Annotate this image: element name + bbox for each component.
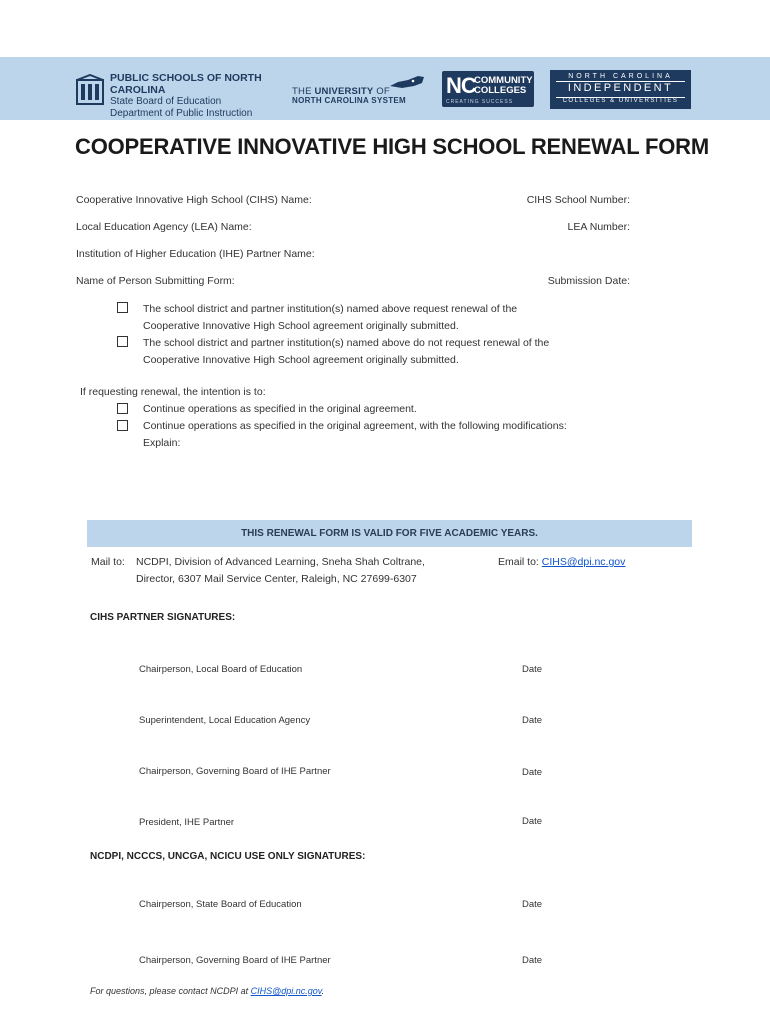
dpi-logo-line2: State Board of Education [110, 96, 222, 107]
signature-date: Date [522, 955, 543, 966]
request-renewal-checkbox[interactable] [117, 302, 128, 313]
partner-signatures-heading: CIHS PARTNER SIGNATURES: [90, 612, 236, 623]
continue-modified-checkbox[interactable] [117, 420, 128, 431]
mail-to-label: Mail to: [91, 556, 125, 568]
continue-modified-label: Continue operations as specified in the original agreement, with the following modifications: [143, 420, 567, 432]
signature-role: Chairperson, Governing Board of IHE Partner [139, 766, 331, 777]
no-renewal-checkbox[interactable] [117, 336, 128, 347]
validity-notice: THIS RENEWAL FORM IS VALID FOR FIVE ACADEMIC YEARS. [241, 528, 538, 539]
ncc-logo-nc: NC [446, 73, 476, 98]
validity-band [87, 520, 692, 547]
ncicu-logo [550, 70, 691, 109]
dpi-logo-line1: PUBLIC SCHOOLS OF NORTH CAROLINA [110, 72, 262, 96]
lea-name-field[interactable]: Local Education Agency (LEA) Name: [76, 221, 252, 233]
signature-date: Date [522, 899, 543, 910]
ncicu-logo-line2: INDEPENDENT [567, 82, 674, 94]
schoolhouse-emblem-icon [76, 74, 104, 106]
continue-original-checkbox[interactable] [117, 403, 128, 414]
form-title: COOPERATIVE INNOVATIVE HIGH SCHOOL RENEWAL FORM [75, 134, 709, 159]
mail-address: NCDPI, Division of Advanced Learning, Sneha Shah Coltrane, Director, 6307 Mail Service Center, Raleigh, NC 27699-6307 [136, 556, 425, 585]
ncc-logo-colleges: COLLEGES [474, 85, 527, 96]
footer-contact: For questions, please contact NCDPI at CIHS@dpi.nc.gov. [90, 986, 325, 996]
unc-logo-line1: THE UNIVERSITY OF [292, 86, 390, 97]
submitter-name-field[interactable]: Name of Person Submitting Form: [76, 275, 235, 287]
footer-email-link[interactable]: CIHS@dpi.nc.gov [250, 986, 322, 996]
nc-state-map-icon [388, 74, 426, 90]
nc-community-colleges-logo [442, 71, 534, 107]
request-renewal-label: The school district and partner institution(s) named above request renewal of the Cooperative Innovative High School agreement originally submitted. [143, 303, 518, 332]
submission-date-field[interactable]: Submission Date: [547, 275, 630, 287]
ncicu-logo-line1: NORTH CAROLINA [568, 73, 673, 80]
ncc-logo-tagline: CREATING SUCCESS [446, 99, 514, 105]
signature-role: Chairperson, Governing Board of IHE Partner [139, 955, 331, 966]
unc-logo-line2: NORTH CAROLINA SYSTEM [292, 96, 407, 105]
signature-date: Date [522, 715, 543, 726]
email-link[interactable]: CIHS@dpi.nc.gov [541, 556, 626, 568]
agency-signatures-heading: NCDPI, NCCCS, UNCGA, NCICU USE ONLY SIGNATURES: [90, 851, 366, 862]
continue-original-label: Continue operations as specified in the original agreement. [143, 403, 417, 415]
explain-label: Explain: [143, 437, 181, 449]
signature-role: Superintendent, Local Education Agency [139, 715, 311, 726]
explain-textarea[interactable] [143, 452, 683, 510]
signature-date: Date [522, 816, 543, 827]
dpi-logo-line3: Department of Public Instruction [110, 108, 253, 119]
signature-date: Date [522, 767, 543, 778]
lea-number-field[interactable]: LEA Number: [567, 221, 630, 233]
signature-role: Chairperson, Local Board of Education [139, 664, 303, 675]
ncc-logo-community: COMMUNITY [474, 75, 533, 86]
ihe-partner-name-field[interactable]: Institution of Higher Education (IHE) Partner Name: [76, 248, 315, 260]
no-renewal-label: The school district and partner institution(s) named above do not request renewal of the Cooperative Innovative High School agreement originally submitted. [143, 337, 550, 366]
ncicu-logo-line3: COLLEGES & UNIVERSITIES [562, 98, 679, 104]
signature-role: President, IHE Partner [139, 817, 235, 828]
cihs-name-field[interactable]: Cooperative Innovative High School (CIHS) Name: [76, 194, 312, 206]
unc-system-logo [292, 74, 432, 106]
signature-role: Chairperson, State Board of Education [139, 899, 302, 910]
dpi-logo [76, 72, 286, 119]
intention-heading: If requesting renewal, the intention is to: [80, 386, 266, 398]
signature-date: Date [522, 664, 543, 675]
email-to: Email to: CIHS@dpi.nc.gov [498, 556, 626, 568]
cihs-number-field[interactable]: CIHS School Number: [526, 194, 630, 206]
